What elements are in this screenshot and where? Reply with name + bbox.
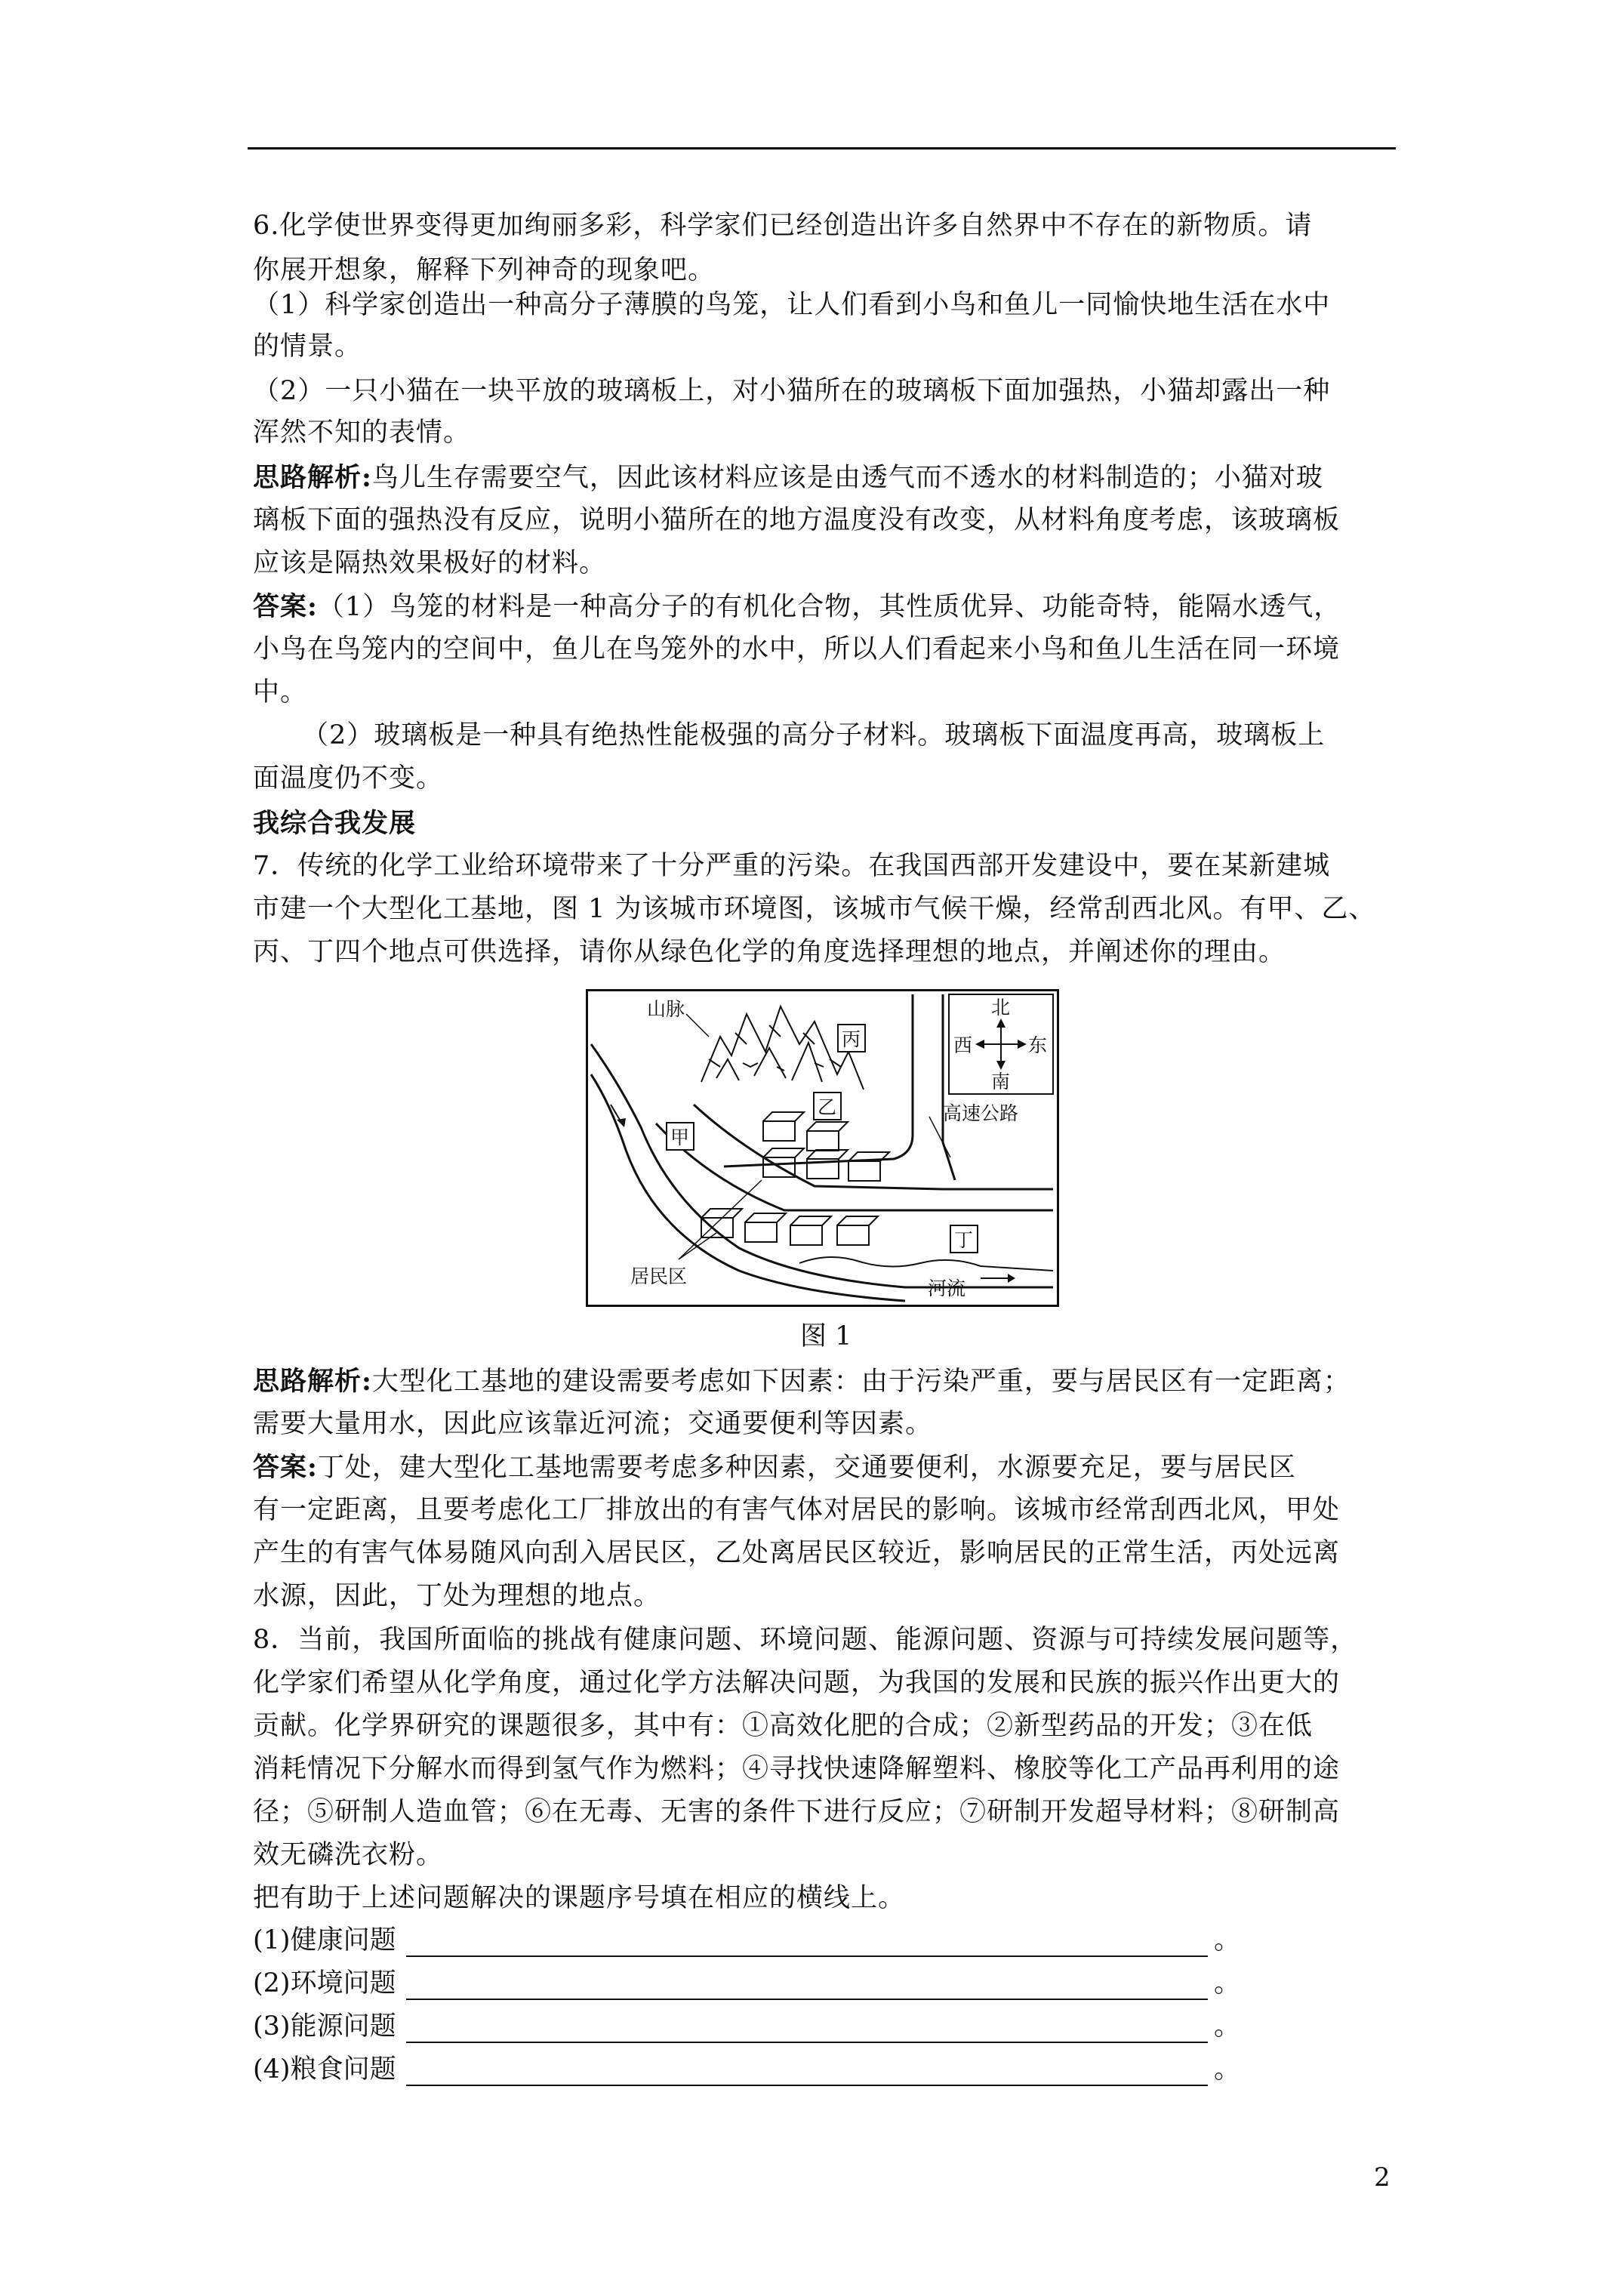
analysis-text: 鸟儿生存需要空气，因此该材料应该是由透气而不透水的材料制造的；小猫对玻 xyxy=(371,463,1323,493)
answer-label: 答案: xyxy=(253,591,318,622)
blank-health-label: (1)健康问题 xyxy=(253,1925,396,1955)
q6-answer-line2: 小鸟在鸟笼内的空间中，鱼儿在鸟笼外的水中，所以人们看起来小鸟和鱼儿生活在同一环境 xyxy=(253,634,1341,664)
compass-north: 北 xyxy=(991,997,1011,1019)
site-ding: 丁 xyxy=(954,1229,974,1251)
label-residential: 居民区 xyxy=(630,1265,688,1287)
analysis-label: 思路解析: xyxy=(253,1366,372,1397)
answer-text: （1）鸟笼的材料是一种高分子的有机化合物，其性质优异、功能奇特，能隔水透气， xyxy=(317,592,1341,622)
q8-line3: 贡献。化学界研究的课题很多，其中有：①高效化肥的合成；②新型药品的开发；③在低 xyxy=(253,1711,1313,1741)
blank-energy-label: (3)能源问题 xyxy=(253,2011,396,2042)
compass-south: 南 xyxy=(991,1071,1011,1093)
blank-food-line[interactable] xyxy=(406,2085,1208,2086)
q8-line2: 化学家们希望从化学角度，通过化学方法解决问题，为我国的发展和民族的振兴作出更大的 xyxy=(253,1668,1341,1698)
blank-food-period: 。 xyxy=(1214,2054,1241,2085)
q8-line1: 8．当前，我国所面临的挑战有健康问题、环境问题、能源问题、资源与可持续发展问题等， xyxy=(253,1625,1358,1655)
blank-health-period: 。 xyxy=(1214,1925,1241,1955)
compass-west: 西 xyxy=(953,1034,973,1056)
site-yi: 乙 xyxy=(818,1096,837,1118)
answer-text: 丁处，建大型化工基地需要考虑多种因素，交通要便利，水源要充足，要与居民区 xyxy=(317,1453,1296,1483)
q7-analysis-line2: 需要大量用水，因此应该靠近河流；交通要便利等因素。 xyxy=(253,1409,933,1439)
q7-line3: 丙、丁四个地点可供选择，请你从绿色化学的角度选择理想的地点，并阐述你的理由。 xyxy=(253,937,1286,967)
blank-food-label: (4)粮食问题 xyxy=(253,2054,396,2085)
analysis-text: 大型化工基地的建设需要考虑如下因素：由于污染严重，要与居民区有一定距离； xyxy=(371,1367,1350,1397)
q6-line1: 6.化学使世界变得更加绚丽多彩，科学家们已经创造出许多自然界中不存在的新物质。请 xyxy=(253,211,1313,241)
q7-analysis-line1 xyxy=(253,1359,1393,1404)
site-bing: 丙 xyxy=(842,1028,861,1050)
label-highway: 高速公路 xyxy=(943,1102,1019,1124)
q6-answer-line1 xyxy=(253,584,1393,630)
q6-answer-line4: （2）玻璃板是一种具有绝热性能极强的高分子材料。玻璃板下面温度再高，玻璃板上 xyxy=(302,720,1326,750)
site-jia: 甲 xyxy=(670,1126,690,1148)
q7-line2: 市建一个大型化工基地，图 1 为该城市环境图，该城市气候干燥，经常刮西北风。有甲、乙、 xyxy=(253,894,1376,924)
header-rule xyxy=(248,147,1396,149)
label-river: 河流 xyxy=(928,1277,966,1299)
q8-instruction: 把有助于上述问题解决的课题序号填在相应的横线上。 xyxy=(253,1883,906,1913)
blank-energy-period: 。 xyxy=(1214,2011,1241,2042)
city-map-drawing xyxy=(588,991,1057,1305)
q6-part1-line2: 的情景。 xyxy=(253,331,362,362)
city-map-figure xyxy=(586,989,1059,1307)
q6-analysis-line3: 应该是隔热效果极好的材料。 xyxy=(253,548,607,578)
houses xyxy=(701,1112,889,1245)
compass-east: 东 xyxy=(1028,1034,1048,1056)
section-heading: 我综合我发展 xyxy=(253,808,417,839)
q6-part2-line2: 浑然不知的表情。 xyxy=(253,418,471,448)
q6-answer-line3: 中。 xyxy=(253,677,308,707)
q8-line5: 径；⑤研制人造血管；⑥在无毒、无害的条件下进行反应；⑦研制开发超导材料；⑧研制高 xyxy=(253,1797,1341,1827)
blank-energy-line[interactable] xyxy=(406,2042,1208,2043)
q8-line6: 效无磷洗衣粉。 xyxy=(253,1840,444,1870)
q7-answer-line4: 水源，因此，丁处为理想的地点。 xyxy=(253,1581,661,1611)
label-mountain: 山脉 xyxy=(647,998,685,1020)
q6-part2-line1: （2）一只小猫在一块平放的玻璃板上，对小猫所在的玻璃板下面加强热，小猫却露出一种 xyxy=(253,376,1331,406)
q7-answer-line1 xyxy=(253,1445,1393,1490)
q6-analysis-line2: 璃板下面的强热没有反应，说明小猫所在的地方温度没有改变，从材料角度考虑，该玻璃板 xyxy=(253,505,1341,535)
analysis-label: 思路解析: xyxy=(253,462,372,493)
q6-part1-line1: （1）科学家创造出一种高分子薄膜的鸟笼，让人们看到小鸟和鱼儿一同愉快地生活在水中 xyxy=(253,290,1331,320)
blank-health-line[interactable] xyxy=(406,1955,1208,1957)
q6-answer-line5: 面温度仍不变。 xyxy=(253,763,444,794)
q6-line2: 你展开想象，解释下列神奇的现象吧。 xyxy=(253,255,716,285)
answer-label: 答案: xyxy=(253,1452,318,1483)
blank-environment-line[interactable] xyxy=(406,1999,1208,2000)
q8-line4: 消耗情况下分解水而得到氢气作为燃料；④寻找快速降解塑料、橡胶等化工产品再利用的途 xyxy=(253,1754,1341,1784)
blank-environment-period: 。 xyxy=(1214,1968,1241,1999)
page-number: 2 xyxy=(1374,2162,1390,2193)
figure-caption: 图 1 xyxy=(800,1321,852,1351)
q7-line1: 7．传统的化学工业给环境带来了十分严重的污染。在我国西部开发建设中，要在某新建城 xyxy=(253,851,1331,881)
q7-answer-line2: 有一定距离，且要考虑化工厂排放出的有害气体对居民的影响。该城市经常刮西北风，甲处 xyxy=(253,1495,1341,1525)
q6-analysis-line1 xyxy=(253,455,1393,501)
q7-answer-line3: 产生的有害气体易随风向刮入居民区，乙处离居民区较近，影响居民的正常生活，丙处远离 xyxy=(253,1538,1341,1568)
blank-environment-label: (2)环境问题 xyxy=(253,1968,396,1999)
